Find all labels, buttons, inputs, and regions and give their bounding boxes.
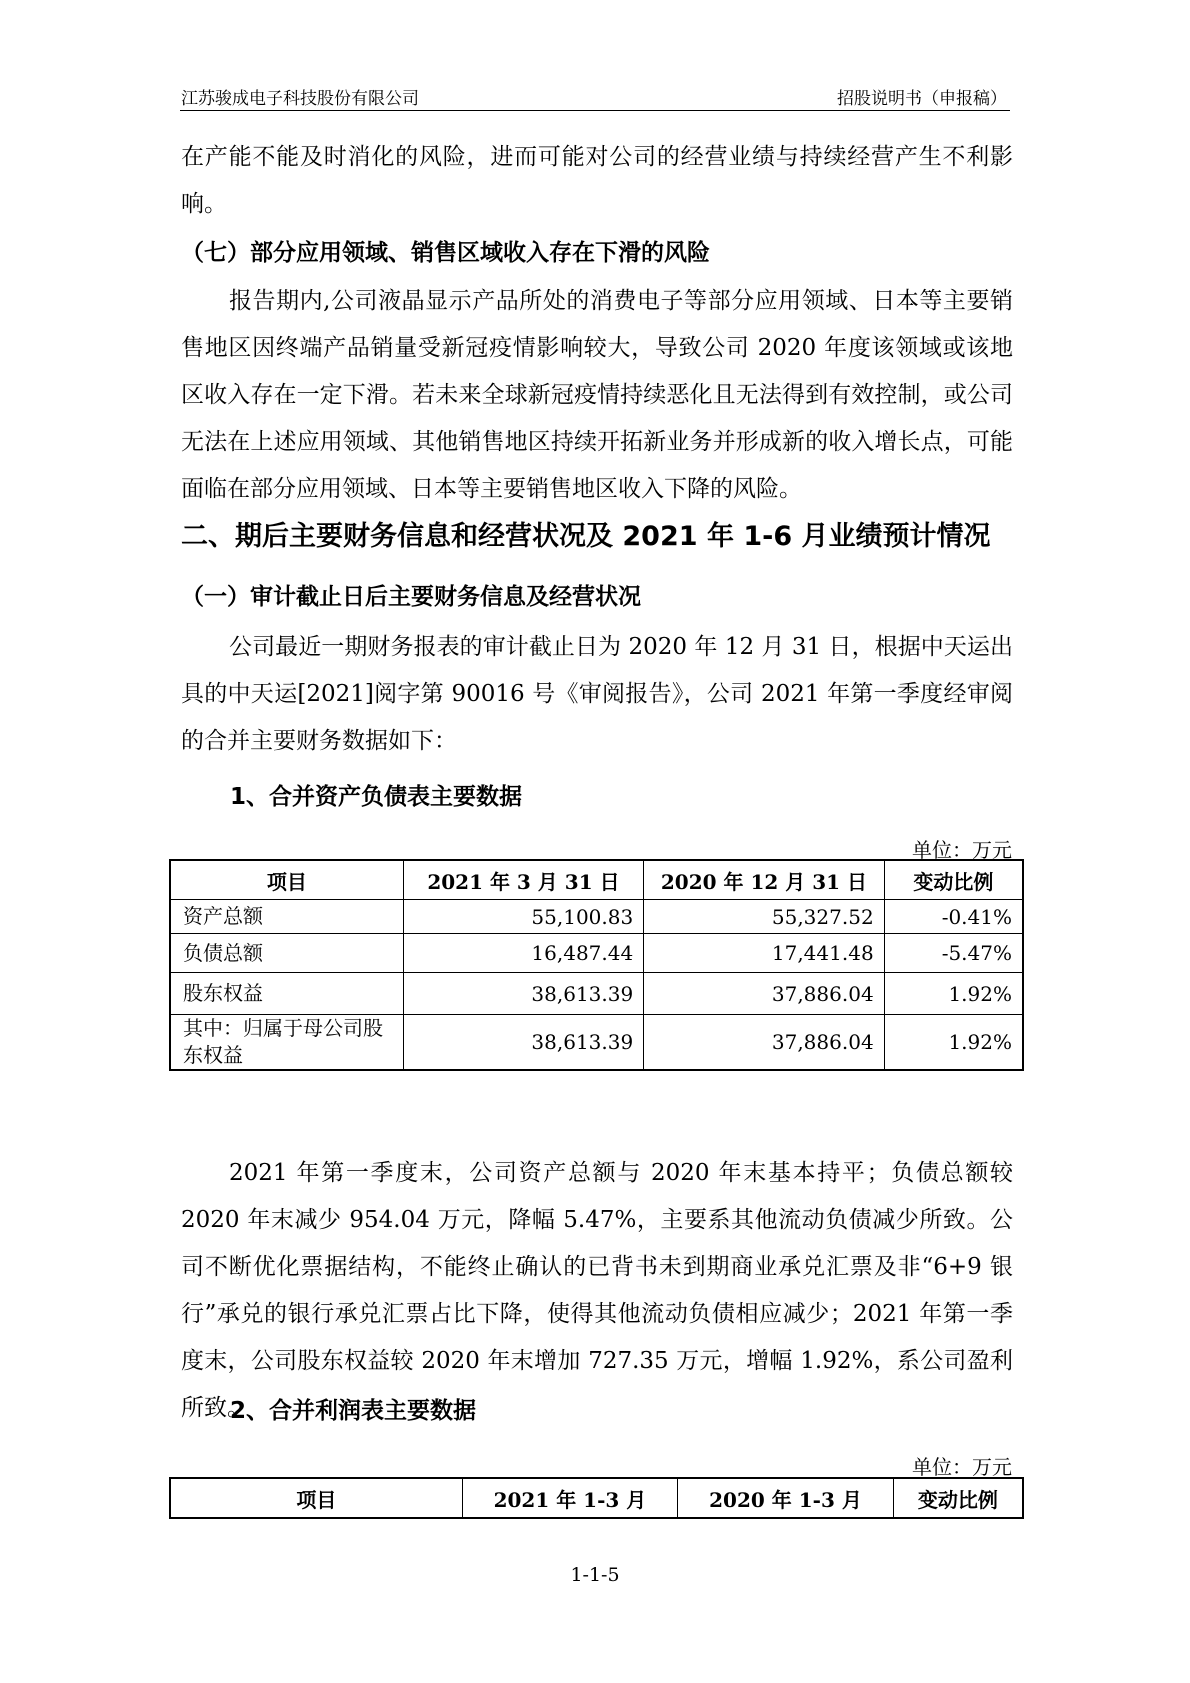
header-company: 江苏骏成电子科技股份有限公司 <box>181 89 419 109</box>
table1-unit: 单位：万元 <box>912 838 1012 862</box>
table-cell: 16,487.44 <box>403 934 643 973</box>
section2-sub1-heading: （一）审计截止日后主要财务信息及经营状况 <box>181 584 641 610</box>
continuation-paragraph: 在产能不能及时消化的风险，进而可能对公司的经营业绩与持续经营产生不利影响。 <box>181 144 1013 217</box>
column-header: 项目 <box>170 1478 462 1518</box>
column-header: 2021 年 1-3 月 <box>462 1478 678 1518</box>
column-header: 变动比例 <box>884 860 1023 900</box>
table-row <box>170 900 1023 934</box>
balance-sheet-table <box>169 859 1024 1071</box>
risk7-heading: （七）部分应用领域、销售区域收入存在下滑的风险 <box>181 240 710 266</box>
table-row <box>170 1015 1023 1071</box>
table2-title: 2、合并利润表主要数据 <box>230 1398 477 1424</box>
row-label: 负债总额 <box>170 934 403 973</box>
table-cell: -5.47% <box>884 934 1023 973</box>
column-header: 2020 年 12 月 31 日 <box>644 860 884 900</box>
table2-unit: 单位：万元 <box>912 1455 1012 1479</box>
table-cell: 37,886.04 <box>644 1015 884 1071</box>
row-label: 股东权益 <box>170 973 403 1015</box>
table-cell: 1.92% <box>884 1015 1023 1071</box>
table-cell: 37,886.04 <box>644 973 884 1015</box>
table-row <box>170 934 1023 973</box>
column-header: 2020 年 1-3 月 <box>678 1478 894 1518</box>
balance-analysis-paragraph: 2021 年第一季度末，公司资产总额与 2020 年末基本持平；负债总额较 2020 年末减少 954.04 万元，降幅 5.47%，主要系其他流动负债减少所致。公司不断优化票据结构，不能终止确认的已背书未到期商业承兑汇票及非“6+9 银行”承兑的银行承兑汇票占比下降，使得其他流动负债相应减少；2021 年第一季度末，公司股东权益较 2020 年末增加 727.35 万元，增幅 1.92%，系公司盈利所致。 <box>181 1160 1013 1421</box>
column-header: 变动比例 <box>893 1478 1023 1518</box>
table-header-row <box>170 1478 1023 1518</box>
table-cell: 38,613.39 <box>403 1015 643 1071</box>
page-number: 1-1-5 <box>570 1564 620 1586</box>
section2-heading: 二、期后主要财务信息和经营状况及 2021 年 1-6 月业绩预计情况 <box>181 521 991 552</box>
column-header: 2021 年 3 月 31 日 <box>403 860 643 900</box>
table-cell: 55,327.52 <box>644 900 884 934</box>
table1-title: 1、合并资产负债表主要数据 <box>230 784 523 810</box>
column-header: 项目 <box>170 860 403 900</box>
section2-sub1-paragraph: 公司最近一期财务报表的审计截止日为 2020 年 12 月 31 日，根据中天运出具的中天运[2021]阅字第 90016 号《审阅报告》，公司 2021 年第一季度经审阅的合并主要财务数据如下： <box>181 634 1013 754</box>
income-statement-table <box>169 1477 1024 1519</box>
table-cell: 55,100.83 <box>403 900 643 934</box>
table-cell: 38,613.39 <box>403 973 643 1015</box>
table-header-row <box>170 860 1023 900</box>
table-cell: 17,441.48 <box>644 934 884 973</box>
table-cell: -0.41% <box>884 900 1023 934</box>
risk7-paragraph: 报告期内,公司液晶显示产品所处的消费电子等部分应用领域、日本等主要销售地区因终端产品销量受新冠疫情影响较大，导致公司 2020 年度该领域或该地区收入存在一定下滑。若未来全球新冠疫情持续恶化且无法得到有效控制，或公司无法在上述应用领域、其他销售地区持续开拓新业务并形成新的收入增长点，可能面临在部分应用领域、日本等主要销售地区收入下降的风险。 <box>181 288 1013 502</box>
table-row <box>170 973 1023 1015</box>
row-label: 其中：归属于母公司股东权益 <box>170 1015 403 1071</box>
row-label: 资产总额 <box>170 900 403 934</box>
table-cell: 1.92% <box>884 973 1023 1015</box>
header-rule <box>180 110 1010 111</box>
header-doc-type: 招股说明书（申报稿） <box>837 89 1007 109</box>
